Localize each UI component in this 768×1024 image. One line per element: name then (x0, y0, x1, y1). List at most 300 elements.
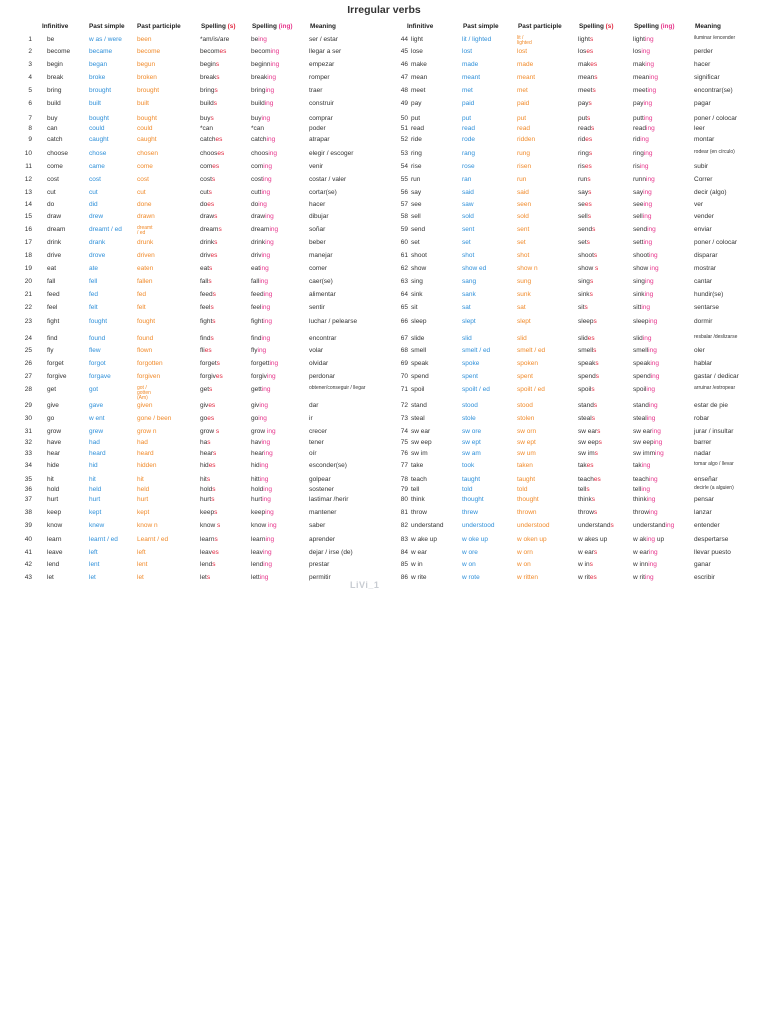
past-participle-cell: meant (517, 74, 536, 81)
spelling-suffix: ing (263, 291, 273, 298)
spelling-base: cutt (251, 189, 262, 196)
infinitive-cell: slide (411, 335, 425, 342)
spelling-base: mean (578, 74, 595, 81)
past-participle-cell: sent (517, 226, 530, 233)
past-simple-cell: grew (89, 428, 104, 435)
spelling-ing-cell (633, 476, 658, 484)
meaning-cell: decirle (a alguien) (694, 485, 734, 491)
spelling-ing-cell (251, 226, 278, 234)
spelling-suffix: ing (648, 318, 658, 325)
spelling-base: los (633, 48, 642, 55)
infinitive-cell: show (411, 265, 427, 272)
spelling-suffix: s (589, 561, 593, 568)
spelling-suffix: ing (649, 265, 659, 272)
spelling-ing-cell (633, 226, 656, 234)
infinitive-cell: lend (47, 561, 60, 568)
spelling-s-cell: w akes up (578, 536, 608, 543)
spelling-suffix: s (598, 439, 602, 446)
past-participle-cell: brought (137, 87, 160, 94)
infinitive-cell: bring (47, 87, 62, 94)
spelling-base: teach (633, 476, 649, 483)
infinitive-cell: w ear (411, 549, 427, 556)
spelling-ing-cell (251, 150, 277, 158)
past-participle-cell: held (137, 486, 150, 493)
spelling-s-cell (578, 304, 588, 312)
past-participle-cell: got / gotten (Am) (137, 385, 151, 402)
infinitive-cell: cut (47, 189, 56, 196)
spelling-suffix: s (594, 74, 598, 81)
spelling-base: send (633, 226, 648, 233)
spelling-base: forgett (251, 360, 270, 367)
past-participle-cell: had (137, 439, 148, 446)
spelling-s-cell (200, 61, 219, 69)
spelling-base: w ak (633, 536, 647, 543)
spelling-suffix: es (586, 48, 594, 55)
meaning-cell: poner / colocar (694, 115, 737, 122)
past-simple-cell: left (89, 549, 98, 556)
past-participle-cell: slept (517, 318, 531, 325)
spelling-suffix: es (208, 462, 216, 469)
past-simple-cell: hurt (89, 496, 101, 503)
spelling-suffix: s (594, 265, 599, 272)
infinitive-cell: feel (47, 304, 58, 311)
row-number: 81 (400, 509, 408, 516)
header-spelling-s-mark: (s) (605, 23, 614, 30)
spelling-s-cell (578, 318, 597, 326)
spelling-ing-cell (633, 462, 650, 470)
past-simple-cell: sold (462, 213, 474, 220)
past-simple-cell: lent (89, 561, 100, 568)
meaning-cell: subir (694, 163, 709, 170)
spelling-s-cell (200, 496, 214, 504)
spelling-ing-cell (633, 386, 655, 394)
row-number: 16 (24, 226, 32, 233)
spelling-suffix: es (207, 415, 215, 422)
spelling-base: w ear (633, 549, 649, 556)
meaning-cell: arruinar /estropear (694, 385, 736, 391)
spelling-suffix: ing (258, 201, 267, 208)
spelling-base: keep (251, 509, 266, 516)
past-simple-cell: stood (462, 402, 478, 409)
past-simple-cell: learnt / ed (89, 536, 118, 543)
row-number: 30 (24, 415, 32, 422)
past-participle-cell: sw orn (517, 428, 537, 435)
past-simple-cell: built (89, 100, 101, 107)
spelling-ing-cell (251, 100, 273, 108)
past-participle-cell: hit (137, 476, 144, 483)
row-number: 61 (400, 252, 408, 259)
spelling-base: think (633, 496, 647, 503)
infinitive-cell: grow (47, 428, 62, 435)
header-spelling-ing-label: Spelling (252, 23, 279, 30)
spelling-suffix: s (591, 415, 595, 422)
spelling-ing-cell (251, 536, 274, 544)
header-meaning-left: Meaning (310, 23, 336, 30)
infinitive-cell: smell (411, 347, 427, 354)
spelling-s-cell (578, 61, 597, 69)
infinitive-cell: pay (411, 100, 422, 107)
infinitive-cell: know (47, 522, 63, 529)
spelling-base: fall (200, 278, 209, 285)
spelling-base: rid (578, 136, 586, 143)
infinitive-cell: choose (47, 150, 68, 157)
infinitive-cell: draw (47, 213, 62, 220)
spelling-ing-cell (251, 265, 269, 273)
meaning-cell: significar (694, 74, 720, 81)
spelling-suffix: ing (650, 360, 660, 367)
row-number: 44 (400, 36, 408, 43)
meaning-cell: venir (309, 163, 324, 170)
past-participle-cell: sold (517, 213, 529, 220)
spelling-suffix: ing (262, 496, 271, 503)
past-simple-cell: spent (462, 373, 478, 380)
spelling-s-cell (200, 450, 216, 458)
spelling-suffix: ing (269, 360, 279, 367)
spelling-suffix: es (215, 373, 223, 380)
past-simple-cell: spoilt / ed (462, 386, 490, 393)
infinitive-cell: come (47, 163, 63, 170)
spelling-ing-cell: *can (251, 125, 265, 132)
row-number: 24 (24, 335, 32, 342)
past-participle-cell: felt (137, 304, 146, 311)
spelling-base: meet (633, 87, 648, 94)
spelling-base: ha (200, 439, 208, 446)
spelling-s-cell (200, 74, 220, 82)
spelling-base: slid (578, 335, 588, 342)
past-simple-cell: drove (89, 252, 106, 259)
spelling-base: mak (633, 61, 646, 68)
spelling-s-cell (578, 239, 590, 247)
spelling-ing-cell (251, 347, 266, 355)
spelling-base: giv (251, 402, 260, 409)
row-number: 4 (28, 74, 32, 81)
spelling-ing-cell (251, 74, 276, 82)
spelling-base: drink (251, 239, 266, 246)
spelling-ing-cell (251, 486, 272, 494)
spelling-ing-cell (633, 163, 649, 171)
meaning-cell: comprar (309, 115, 333, 122)
spelling-base: teach (578, 476, 594, 483)
infinitive-cell: put (411, 115, 421, 122)
spelling-base: hit (200, 476, 207, 483)
spelling-ing-cell (251, 291, 272, 299)
spelling-ing-cell (633, 574, 654, 582)
spelling-base: cut (200, 189, 209, 196)
infinitive-cell: be (47, 36, 55, 43)
spelling-base: eat (200, 265, 210, 272)
past-simple-cell: could (89, 125, 105, 132)
spelling-base: light (633, 36, 645, 43)
spelling-s-cell (578, 291, 593, 299)
infinitive-cell: hold (47, 486, 60, 493)
infinitive-cell: run (411, 176, 421, 183)
spelling-s-cell (200, 574, 210, 582)
past-simple-cell: lost (462, 48, 473, 55)
meaning-cell: sentir (309, 304, 325, 311)
spelling-base: com (251, 163, 264, 170)
infinitive-cell: begin (47, 61, 63, 68)
row-number: 58 (400, 213, 408, 220)
past-simple-cell: got (89, 386, 99, 393)
spelling-base: eat (251, 265, 261, 272)
spelling-suffix: ing (265, 87, 275, 94)
infinitive-cell: break (47, 74, 64, 81)
spelling-s-cell (200, 163, 219, 171)
meaning-cell: manejar (309, 252, 333, 259)
spelling-base: find (200, 335, 211, 342)
row-number: 50 (400, 115, 408, 122)
row-number: 75 (400, 439, 408, 446)
spelling-ing-cell (633, 402, 658, 410)
row-number: 82 (400, 522, 408, 529)
row-number: 25 (24, 347, 32, 354)
past-simple-cell: sang (462, 278, 477, 285)
spelling-s-cell (200, 536, 218, 544)
past-participle-cell: gone / been (137, 415, 172, 422)
spelling-s-cell (200, 415, 214, 423)
spelling-base: sw ear (578, 428, 598, 435)
past-participle-cell: chosen (137, 150, 158, 157)
spelling-base: w ear (578, 549, 594, 556)
meaning-cell: ir (309, 415, 313, 422)
meaning-cell: encontrar (309, 335, 337, 342)
past-simple-cell: sw ept (462, 439, 481, 446)
past-simple-cell: knew (89, 522, 105, 529)
past-simple-cell: sent (462, 226, 475, 233)
past-participle-cell: stolen (517, 415, 535, 422)
spelling-ing-cell (633, 486, 650, 494)
spelling-base: hear (200, 450, 214, 457)
spelling-suffix: s (210, 335, 214, 342)
meaning-cell: encontrar(se) (694, 87, 733, 94)
infinitive-cell: set (411, 239, 420, 246)
meaning-cell: dibujar (309, 213, 329, 220)
spelling-ing-cell (633, 100, 652, 108)
spelling-s-cell (578, 136, 592, 144)
past-simple-cell: flew (89, 347, 101, 354)
spelling-s-cell (200, 48, 226, 56)
spelling-suffix: ing (262, 549, 272, 556)
row-number: 18 (24, 252, 32, 259)
spelling-base: let (200, 574, 207, 581)
past-participle-cell: become (137, 48, 161, 55)
spelling-s-cell (578, 74, 598, 82)
watermark: LiVi_1 (350, 580, 380, 590)
spelling-base: cost (251, 176, 263, 183)
spelling-ing-cell (251, 61, 279, 69)
spelling-s-cell (200, 100, 217, 108)
meaning-cell: gastar / dedicar (694, 373, 739, 380)
past-participle-cell: let (137, 574, 144, 581)
meaning-cell: barrer (694, 439, 712, 446)
row-number: 34 (24, 462, 32, 469)
infinitive-cell: w rite (411, 574, 427, 581)
infinitive-cell: send (411, 226, 426, 233)
infinitive-cell: sw im (411, 450, 428, 457)
spelling-s-cell (578, 226, 595, 234)
spelling-base: driv (200, 252, 211, 259)
spelling-s-cell (578, 522, 614, 530)
spelling-s-cell (200, 476, 210, 484)
meaning-cell: elegir / escoger (309, 150, 354, 157)
meaning-cell: perdonar (309, 373, 336, 380)
spelling-suffix: ing (643, 239, 653, 246)
spelling-ing-cell (251, 450, 273, 458)
infinitive-cell: go (47, 415, 55, 422)
spelling-ing-cell (251, 522, 277, 530)
meaning-cell: llevar puesto (694, 549, 731, 556)
spelling-suffix: s (213, 450, 217, 457)
spelling-base: buy (251, 115, 262, 122)
spelling-base: buy (200, 115, 211, 122)
past-participle-cell: dreamt / ed (137, 225, 153, 237)
past-participle-cell: sunk (517, 291, 531, 298)
infinitive-cell: dream (47, 226, 66, 233)
past-participle-cell: thought (517, 496, 539, 503)
past-simple-cell: cut (89, 189, 98, 196)
spelling-s-cell (578, 561, 593, 569)
infinitive-cell: get (47, 386, 57, 393)
spelling-s-cell (200, 486, 216, 494)
past-participle-cell: made (517, 61, 534, 68)
spelling-s-cell (200, 239, 217, 247)
spelling-suffix: s (587, 176, 591, 183)
past-simple-cell: broke (89, 74, 106, 81)
spelling-suffix: ing (263, 561, 272, 568)
spelling-base: speak (578, 360, 596, 367)
past-simple-cell: forgave (89, 373, 111, 380)
spelling-suffix: ing (648, 549, 658, 556)
spelling-base: shoot (578, 252, 594, 259)
meaning-cell: hacer (694, 61, 711, 68)
spelling-base: break (251, 74, 268, 81)
spelling-suffix: s (214, 213, 218, 220)
past-participle-cell: said (517, 189, 529, 196)
spelling-s-cell (578, 278, 593, 286)
spelling-base: fight (200, 318, 213, 325)
spelling-suffix: ing (259, 462, 269, 469)
spelling-base: hitt (251, 476, 260, 483)
spelling-base: w inn (633, 561, 649, 568)
spelling-s-cell (578, 176, 591, 184)
spelling-suffix: s (589, 278, 594, 285)
header-infinitive-right: Infinitive (407, 23, 434, 30)
past-simple-cell: put (462, 115, 472, 122)
spelling-suffix: ing (646, 536, 656, 543)
spelling-base: pay (578, 100, 589, 107)
spelling-s-cell (578, 48, 593, 56)
spelling-suffix: s (594, 450, 598, 457)
spelling-suffix: s (595, 360, 599, 367)
spelling-suffix: s (593, 402, 598, 409)
past-participle-cell: sat (517, 304, 526, 311)
header-spelling-s-label: Spelling (201, 23, 228, 30)
row-number: 41 (24, 549, 32, 556)
spelling-base: sw ear (633, 428, 653, 435)
meaning-cell: dejar / irse (de) (309, 549, 353, 556)
spelling-suffix: ing (648, 252, 658, 259)
header-spelling-s-mark: (s) (227, 23, 236, 30)
past-participle-cell: Learnt / ed (137, 536, 169, 543)
past-simple-cell: fell (89, 278, 98, 285)
header-meaning-right: Meaning (695, 23, 721, 30)
spelling-s-cell (578, 450, 598, 458)
spelling-base: fly (251, 347, 258, 354)
meaning-cell: jurar / insultar (694, 428, 734, 435)
row-number: 85 (400, 561, 408, 568)
infinitive-cell: sink (411, 291, 423, 298)
spelling-s-cell (200, 136, 222, 144)
infinitive-cell: catch (47, 136, 63, 143)
row-number: 39 (24, 522, 32, 529)
spelling-ing-cell (633, 347, 657, 355)
past-simple-cell: took (462, 462, 475, 469)
spelling-suffix: ing (265, 213, 274, 220)
infinitive-cell: let (47, 574, 54, 581)
past-simple-cell: shot (462, 252, 475, 259)
spelling-ing-cell (633, 450, 664, 458)
spelling-ing-cell (251, 549, 272, 557)
spelling-suffix: ing (260, 265, 269, 272)
spelling-suffix: es (204, 347, 212, 354)
spelling-suffix: es (585, 136, 593, 143)
row-number: 17 (24, 239, 32, 246)
meaning-cell: montar (694, 136, 715, 143)
spelling-ing-cell (633, 201, 652, 209)
spelling-suffix: ing (644, 36, 654, 43)
past-participle-cell: lent (137, 561, 148, 568)
spelling-base: feel (251, 304, 262, 311)
spelling-s-cell (578, 87, 596, 95)
header-spelling-ing-label: Spelling (634, 23, 661, 30)
spelling-suffix: s (597, 428, 601, 435)
spelling-base: hid (251, 462, 260, 469)
meaning-cell: ver (694, 201, 704, 208)
spelling-base: lett (251, 574, 260, 581)
spelling-base: fli (200, 347, 205, 354)
spelling-ing-cell (633, 61, 654, 69)
spelling-base: ris (578, 163, 585, 170)
past-simple-cell: drank (89, 239, 106, 246)
spelling-suffix: ing (645, 61, 654, 68)
spelling-base: los (578, 48, 587, 55)
past-simple-cell: paid (462, 100, 475, 107)
spelling-suffix: ing (647, 226, 656, 233)
spelling-suffix: s (589, 36, 594, 43)
past-participle-cell: fallen (137, 278, 153, 285)
past-participle-cell: hurt (137, 496, 149, 503)
spelling-suffix: ing (648, 347, 657, 354)
past-participle-cell: sw ept (517, 439, 536, 446)
spelling-ing-cell (251, 201, 267, 209)
past-simple-cell: w rote (462, 574, 480, 581)
spelling-suffix: ing (258, 36, 267, 43)
spelling-suffix: ing (264, 100, 274, 107)
spelling-suffix: ing (261, 189, 271, 196)
spelling-s-cell (578, 150, 592, 158)
row-number: 84 (400, 549, 408, 556)
spelling-base: show (633, 265, 650, 272)
spelling-s-cell (578, 486, 590, 494)
header-past-participle-left: Past participle (137, 23, 181, 30)
meaning-cell: hundir(se) (694, 291, 724, 298)
spelling-suffix: ing (262, 176, 272, 183)
past-simple-cell: smelt / ed (462, 347, 491, 354)
row-number: 65 (400, 304, 408, 311)
past-simple-cell: caught (89, 136, 109, 143)
spelling-base: stand (633, 402, 649, 409)
meaning-cell: enviar (694, 226, 712, 233)
